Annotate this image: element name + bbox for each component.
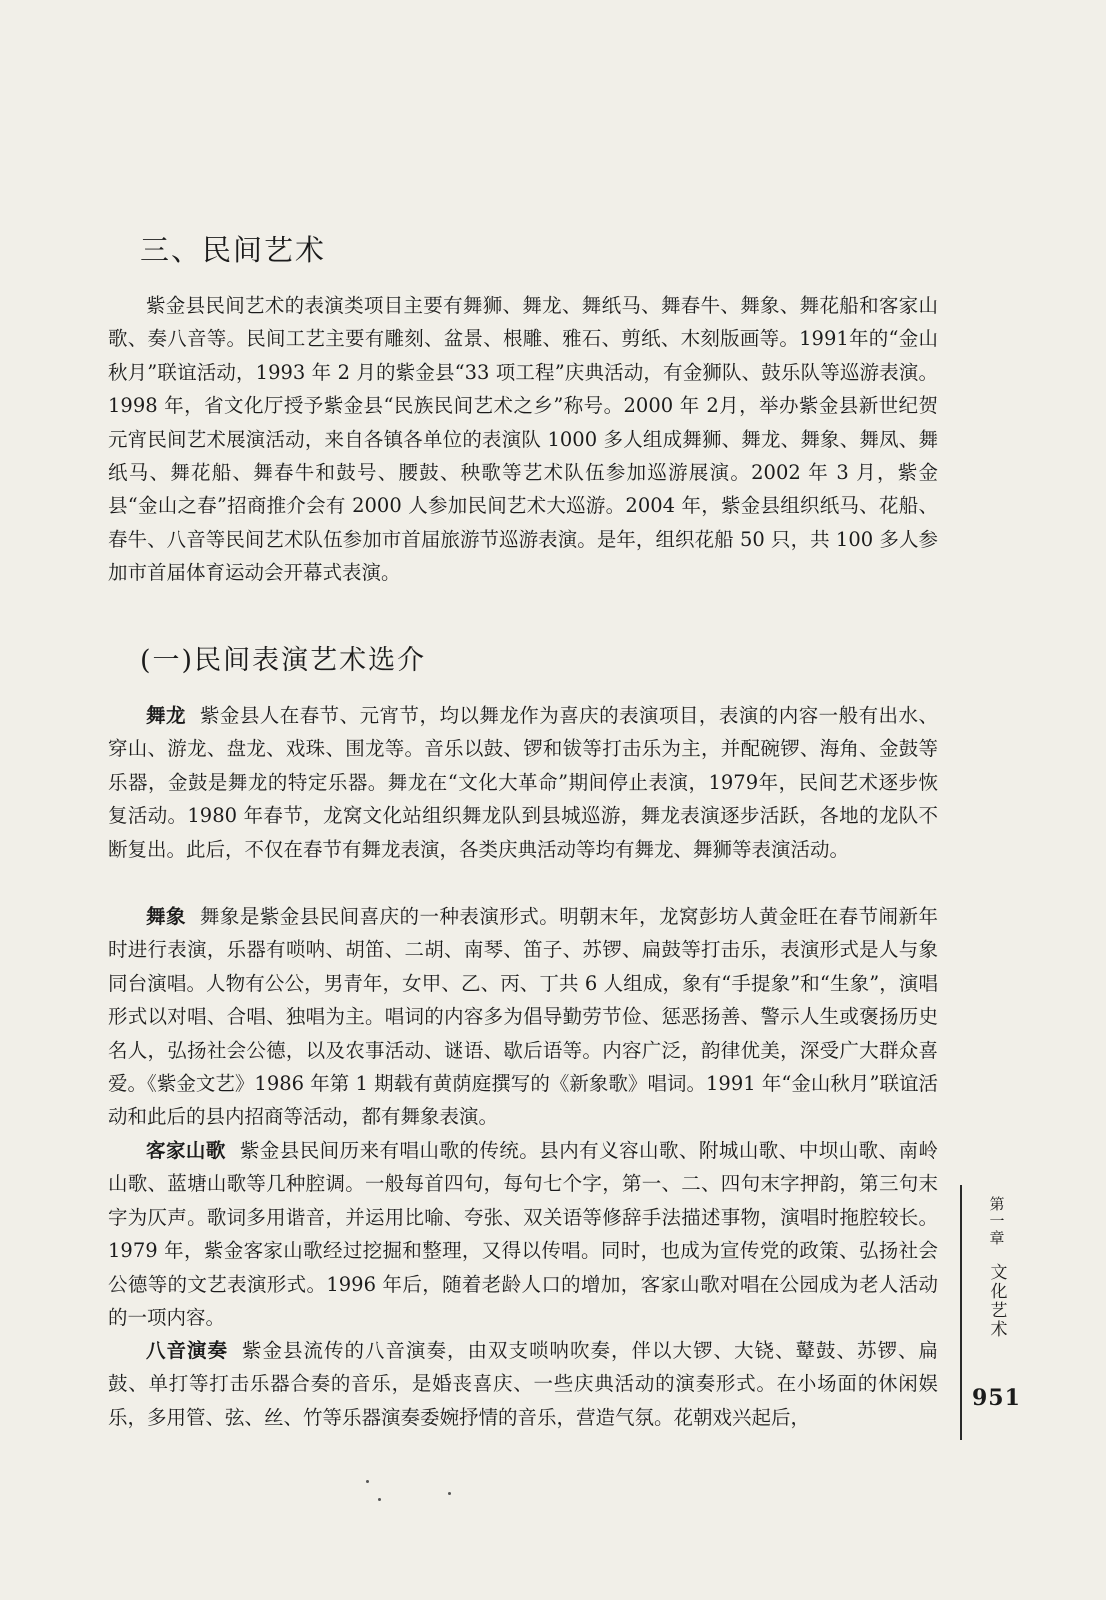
scan-speck [378,1498,381,1501]
section-title: 三、民间艺术 [140,233,327,267]
side-tab-divider [960,1185,962,1440]
entry-paragraph-bayin [108,1334,938,1434]
entry-paragraph-kejia-shange [108,1134,938,1334]
entry-term: 舞象 [146,905,186,928]
entry-term: 舞龙 [146,704,186,727]
subsection-title: (一)民间表演艺术选介 [140,645,427,676]
chapter-side-tab [982,1196,1012,1339]
entry-paragraph-wuxiang [108,900,938,1134]
side-tab-title: 文化艺术 [986,1263,1007,1339]
scan-speck [366,1480,369,1483]
page-number: 951 [972,1385,1021,1411]
side-tab-chapter: 第一章 [987,1196,1006,1247]
entry-paragraph-wulong [108,699,938,866]
entry-text: 紫金县流传的八音演奏，由双支唢呐吹奏，伴以大锣、大铙、鼙鼓、苏锣、扁鼓、单打等打击乐器合奏的音乐，是婚丧喜庆、一些庆典活动的演奏形式。在小场面的休闲娱乐，多用管、弦、丝、竹等乐器演奏委婉抒情的音乐，营造气氛。花朝戏兴起后， [108,1339,938,1429]
entry-text: 紫金县民间历来有唱山歌的传统。县内有义容山歌、附城山歌、中坝山歌、南岭山歌、蓝塘山歌等几种腔调。一般每首四句，每句七个字，第一、二、四句末字押韵，第三句末字为仄声。歌词多用谐音，并运用比喻、夸张、双关语等修辞手法描述事物，演唱时拖腔较长。1979 年，紫金客家山歌经过挖掘和整理，又得以传唱。同时，也成为宣传党的政策、弘扬社会公德等的文艺表演形式。1996 年后，随着老龄人口的增加，客家山歌对唱在公园成为老人活动的一项内容。 [108,1139,938,1330]
entry-text: 紫金县人在春节、元宵节，均以舞龙作为喜庆的表演项目，表演的内容一般有出水、穿山、游龙、盘龙、戏珠、围龙等。音乐以鼓、锣和钹等打击乐为主，并配碗锣、海角、金鼓等乐器，金鼓是舞龙的特定乐器。舞龙在“文化大革命”期间停止表演，1979年，民间艺术逐步恢复活动。1980 年春节，龙窝文化站组织舞龙队到县城巡游，舞龙表演逐步活跃，各地的龙队不断复出。此后，不仅在春节有舞龙表演，各类庆典活动等均有舞龙、舞狮等表演活动。 [108,704,938,861]
scan-speck [448,1492,451,1495]
entry-term: 八音演奏 [146,1339,228,1362]
intro-paragraph: 紫金县民间艺术的表演类项目主要有舞狮、舞龙、舞纸马、舞春牛、舞象、舞花船和客家山歌、奏八音等。民间工艺主要有雕刻、盆景、根雕、雅石、剪纸、木刻版画等。1991年的“金山秋月”联谊活动，1993 年 2 月的紫金县“33 项工程”庆典活动，有金狮队、鼓乐队等巡游表演。1998 年，省文化厅授予紫金县“民族民间艺术之乡”称号。2000 年 2月，举办紫金县新世纪贺元宵民间艺术展演活动，来自各镇各单位的表演队 1000 多人组成舞狮、舞龙、舞象、舞凤、舞纸马、舞花船、舞春牛和鼓号、腰鼓、秧歌等艺术队伍参加巡游展演。2002 年 3 月，紫金县“金山之春”招商推介会有 2000 人参加民间艺术大巡游。2004 年，紫金县组织纸马、花船、春牛、八音等民间艺术队伍参加市首届旅游节巡游表演。是年，组织花船 50 只，共 100 多人参加市首届体育运动会开幕式表演。 [108,294,938,585]
entry-text: 舞象是紫金县民间喜庆的一种表演形式。明朝末年，龙窝彭坊人黄金旺在春节闹新年时进行表演，乐器有唢呐、胡笛、二胡、南琴、笛子、苏锣、扁鼓等打击乐，表演形式是人与象同台演唱。人物有公公，男青年，女甲、乙、丙、丁共 6 人组成，象有“手提象”和“生象”，演唱形式以对唱、合唱、独唱为主。唱词的内容多为倡导勤劳节俭、惩恶扬善、警示人生或褒扬历史名人，弘扬社会公德，以及农事活动、谜语、歇后语等。内容广泛，韵律优美，深受广大群众喜爱。《紫金文艺》1986 年第 1 期载有黄荫庭撰写的《新象歌》唱词。1991 年“金山秋月”联谊活动和此后的县内招商等活动，都有舞象表演。 [108,905,938,1129]
entry-term: 客家山歌 [146,1139,226,1162]
